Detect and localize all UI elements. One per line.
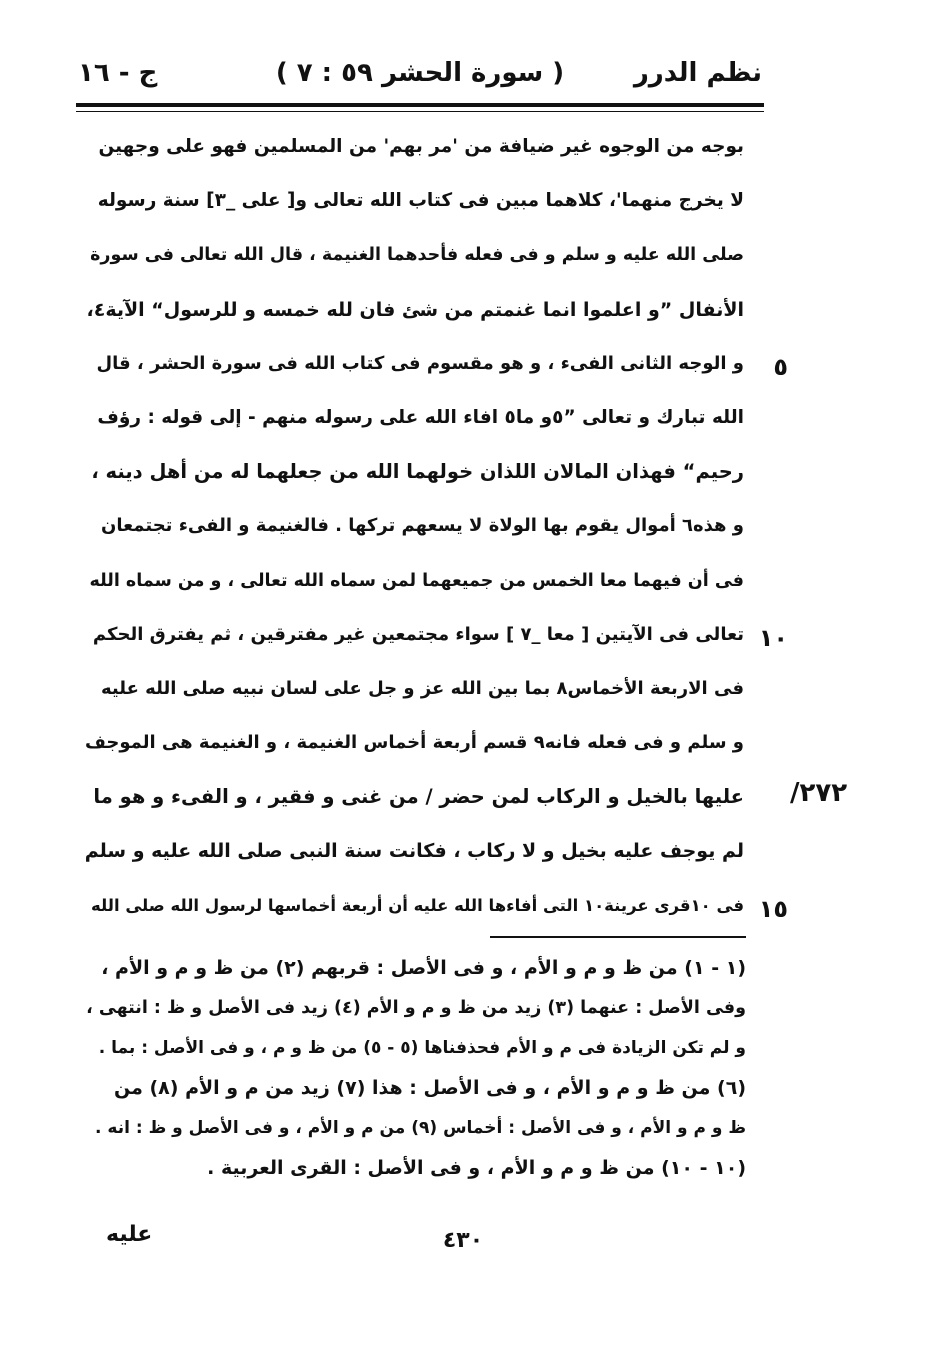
text-line: و هذه٦ أموال يقوم بها الولاة لا يسعهم تركها . فالغنيمة و الفىء تجتمعان bbox=[101, 515, 744, 537]
catchword: عليه bbox=[106, 1222, 153, 1247]
footnote-separator bbox=[490, 936, 746, 938]
book-title: نظم الدرر bbox=[633, 58, 762, 88]
line-number-10: ١٠ bbox=[758, 624, 788, 652]
footnote-line: (١٠ - ١٠) من ظ و م و الأم ، و فى الأصل : القرى العربية . bbox=[207, 1157, 746, 1179]
text-line: عليها بالخيل و الركاب لمن حضر / من غنى و فقير ، و الفىء و هو ما bbox=[93, 785, 744, 809]
text-line: فى ١٠قرى عرينة١٠ التى أفاءها الله عليه أن أربعة أخماسها لرسول الله صلى الله bbox=[91, 895, 744, 915]
margin-page-reference: ٢٧٢/ bbox=[790, 778, 848, 808]
header-rule-thick bbox=[76, 103, 764, 107]
text-line: الله تبارك و تعالى ”٥و ما٥ افاء الله على رسوله منهم - إلى قوله : رؤف bbox=[97, 406, 744, 428]
main-text bbox=[84, 120, 744, 933]
footnote-line: و لم تكن الزيادة فى م و الأم فحذفناها (٥ - ٥) من ظ و م ، و فى الأصل : بما . bbox=[98, 1038, 746, 1058]
text-line: الأنفال ”و اعلموا انما غنمتم من شئ فان لله خمسه و للرسول“ الآية٤، bbox=[86, 298, 744, 321]
surah-reference: ( سورة الحشر ٥٩ : ٧ ) bbox=[275, 58, 565, 88]
footnote-line: ظ و م و الأم ، و فى الأصل : أخماس (٩) من م و الأم ، و فى الأصل و ظ : انه . bbox=[95, 1118, 746, 1138]
footnote-line: وفى الأصل : عنهما (٣) زيد من ظ و م و الأم (٤) زيد فى الأصل و ظ : انتهى ، bbox=[86, 998, 746, 1018]
text-line: بوجه من الوجوه غير ضيافة من 'مر بهم' من المسلمين فهو على وجهين bbox=[98, 136, 744, 157]
text-line: فى الاربعة الأخماس٨ بما بين الله عز و جل على لسان نبيه صلى الله عليه bbox=[101, 677, 744, 699]
line-number-15: ١٥ bbox=[758, 895, 788, 923]
volume-label: ج - ١٦ bbox=[78, 58, 158, 88]
text-line: تعالى فى الآيتين [ معا _٧ ] سواء مجتمعين غير مفترقين ، ثم يفترق الحكم bbox=[92, 623, 744, 645]
text-line: لا يخرج منهما'، كلاهما مبين فى كتاب الله تعالى و[ على _٣] سنة رسوله bbox=[97, 190, 744, 212]
footnote-line: (٦) من ظ و م و الأم ، و فى الأصل : هذا (٧) زيد من م و الأم (٨) من bbox=[114, 1077, 746, 1099]
text-line: و الوجه الثانى الفىء ، و هو مقسوم فى كتاب الله فى سورة الحشر ، قال bbox=[96, 352, 744, 374]
text-line: رحيم“ فهذان المالان اللذان خولهما الله من جعلهما له من أهل دينه ، bbox=[91, 460, 744, 484]
text-line: و سلم و فى فعله فانه٩ قسم أربعة أخماس الغنيمة ، و الغنيمة هى الموجف bbox=[84, 732, 744, 754]
line-number-5: ٥ bbox=[773, 353, 788, 381]
text-line: صلى الله عليه و سلم و فى فعله فأحدهما الغنيمة ، قال الله تعالى فى سورة bbox=[90, 245, 744, 266]
footnote-line: (١ - ١) من ظ و م و الأم ، و فى الأصل : قربهم (٢) من ظ و م و الأم ، bbox=[101, 957, 746, 979]
footnotes bbox=[84, 948, 746, 1188]
text-line: لم يوجف عليه بخيل و لا ركاب ، فكانت سنة النبى صلى الله عليه و سلم bbox=[84, 840, 744, 863]
page-number: ٤٣٠ bbox=[442, 1228, 484, 1253]
running-header bbox=[78, 58, 762, 98]
header-rule-thin bbox=[76, 111, 764, 112]
text-line: فى أن فيهما معا الخمس من جميعهما لمن سماه الله تعالى ، و من سماه الله bbox=[89, 570, 744, 591]
